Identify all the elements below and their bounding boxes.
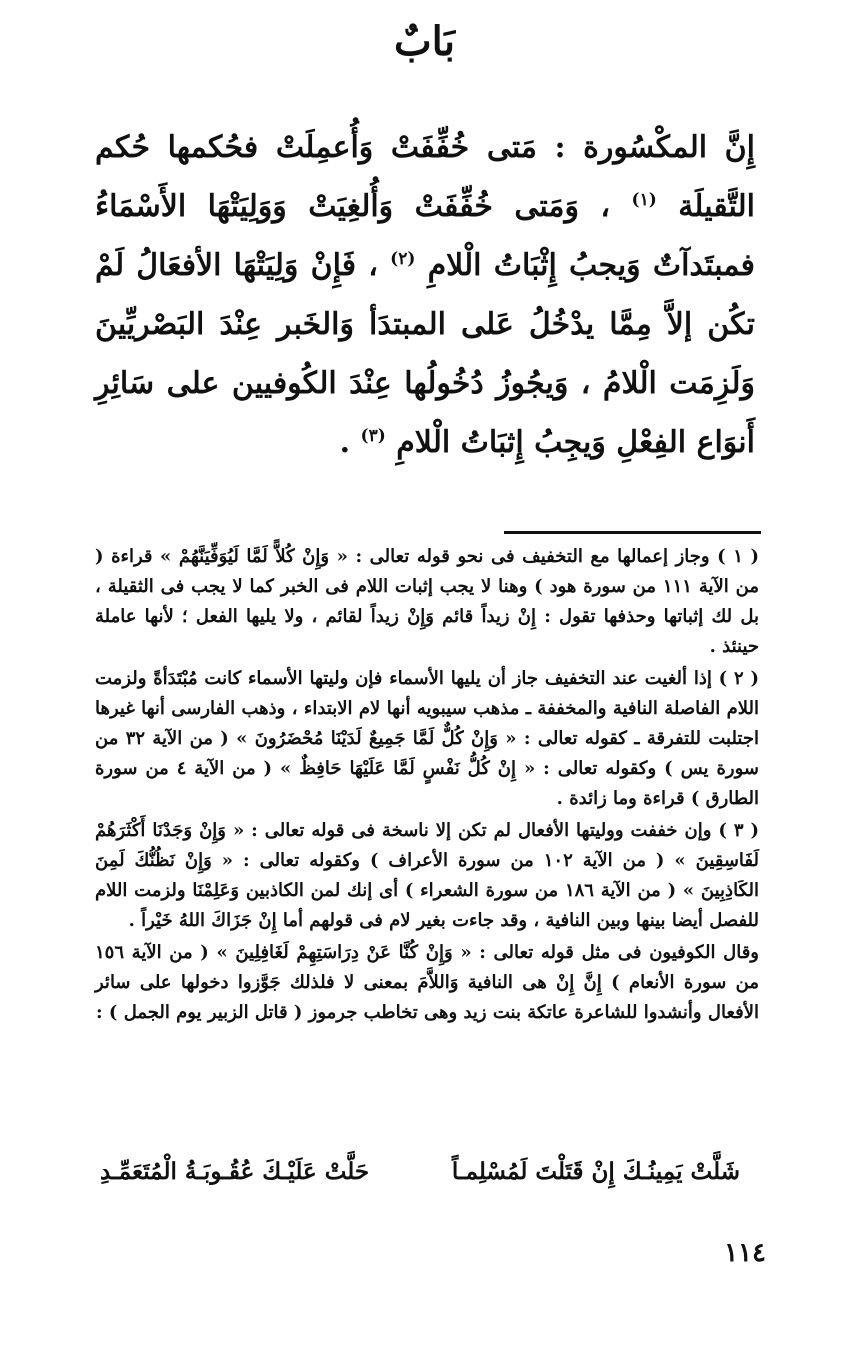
main-text bbox=[95, 118, 755, 472]
main-text-end: . bbox=[339, 425, 351, 460]
verse-second-hemistich: حَلَّتْ عَلَيْـكَ عُقُـوبَـةُ الْمُتَعَمِّـدِ bbox=[100, 1158, 370, 1185]
footnote-3-continued: وقال الكوفيون فى مثل قوله تعالى : « وَإِنْ كُنَّا عَنْ دِرَاسَتِهِمْ لَغَافِلِينَ » ( من الآية ١٥٦ من سورة الأنعام ) إِنَّ إِنْ هى النافية وَاللاَّمَ بمعنى لا فلذلك جَوَّزوا دخولها على سائر الأفعال وأنشدوا للشاعرة عاتكة بنت زيد وهى تخاطب جرموز ( قاتل الزبير يوم الجمل ) : bbox=[95, 942, 759, 1023]
footnote-ref-1[interactable]: (١) bbox=[631, 190, 657, 210]
main-text-part-2: ، وَمَتى خُفِّفَتْ وَأُلغِيَتْ وَوَلِيَتْهَا الأَسْمَاءُ فمبتَدآتٌ وَيجبُ إِثْبَاتُ الْلامِ bbox=[95, 189, 755, 283]
footnotes bbox=[95, 542, 759, 1030]
main-text-part-1: إِنَّ المكْسُورة : مَتى خُفِّفَتْ وَأُعمِلَتْ فحُكمها حُكم التَّقيلَة bbox=[95, 130, 755, 224]
main-paragraph bbox=[95, 118, 755, 472]
chapter-heading: بَابٌ bbox=[394, 18, 455, 65]
main-text-part-3: ، فَإِنْ وَلِيَتْهَا الأفعَالُ لَمْ تكُن إلاَّ مِمَّا يدْخُلُ عَلى المبتدَأ وَالخَبر عِنْدَ البَصْريِّينَ وَلَزِمَت الْلامُ ، وَيجُوزُ دُخُولُها عِنْدَ الكُوفيين على سَائِرِ أَنوَاع الفِعْلِ وَيجِبُ إِثبَاتُ الْلامِ bbox=[95, 248, 755, 460]
footnote-divider bbox=[504, 531, 761, 534]
footnote-3: ( ٣ ) وإن خففت ووليتها الأفعال لم تكن إلا ناسخة فى قوله تعالى : « وَإِنْ وَجَدْنَا أَكْثَرَهُمْ لَفَاسِقِينَ » ( من الآية ١٠٢ من سورة الأعراف ) وكقوله تعالى : « وَإِنْ نَظُنُّكَ لَمِنَ الكَاذِبِينَ » ( من الآية ١٨٦ من سورة الشعراء ) أى إنك لمن الكاذبين وَعَلِمْنَا ولزمت اللام للفصل أيضا بينها وبين النافية ، وقد جاءت بغير لام فى قولهم أما إِنْ جَزَاكَ اللهُ خَيْراً . bbox=[95, 820, 760, 931]
footnote-ref-3[interactable]: (٣) bbox=[360, 426, 386, 446]
poetry-verse bbox=[100, 1158, 740, 1198]
footnote-2: ( ٢ ) إذا ألغيت عند التخفيف جاز أن يليها الأسماء فإن وليتها الأسماء كانت مُبْتَدَأةً ولزمت اللام الفاصلة النافية والمخففة ـ مذهب سيبويه أنها لام الابتداء ، وذهب الفارسى أنها غيرها اجتلبت للتفرقة ـ كقوله تعالى : « وَإِنْ كُلٌّ لَمَّا جَمِيعٌ لَدَيْنَا مُحْضَرُونَ » ( من الآية ٣٢ من سورة يس ) وكقوله تعالى : « إِنْ كُلُّ نَفْسٍ لَمَّا عَلَيْهَا حَافِظٌ » ( من الآية ٤ من سورة الطارق ) قراءة وما زائدة . bbox=[95, 668, 759, 809]
verse-first-hemistich: شَلَّتْ يَمِينُـكَ إِنْ قَتَلْتَ لَمُسْلِمـاً bbox=[451, 1158, 740, 1185]
footnote-ref-2[interactable]: (٢) bbox=[390, 249, 416, 269]
page-number: ١١٤ bbox=[724, 1238, 766, 1268]
footnote-1: ( ١ ) وجاز إعمالها مع التخفيف فى نحو قوله تعالى : « وَإِنْ كُلاًّ لَمَّا لَيُوَفِّيَنَّهُمْ » قراءة ( من الآية ١١١ من سورة هود ) وهنا لا يجب إثبات اللام فى الخبر كما لا يجب فى الثقيلة ، بل لك إثباتها وحذفها تقول : إِنْ زيداً قائم وَإِنْ زيداً لقائم ، ولا يليها الفعل ؛ لأنها عاملة حينئذ . bbox=[95, 546, 760, 657]
